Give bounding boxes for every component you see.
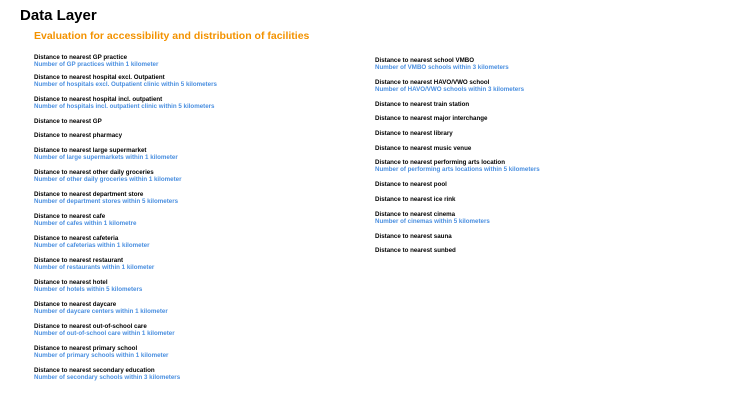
indicator-item <box>375 79 524 93</box>
indicator-label: Distance to nearest HAVO/VWO school <box>375 79 490 86</box>
indicator-label: Distance to nearest GP practice <box>34 54 128 61</box>
indicator-count-link[interactable]: Number of other daily groceries within 1 kilometer <box>34 176 182 183</box>
indicator-item <box>34 118 102 125</box>
indicator-item <box>34 367 180 381</box>
indicator-item <box>375 181 447 188</box>
indicator-label: Distance to nearest secondary education <box>34 367 155 374</box>
indicator-count-link[interactable]: Number of cafes within 1 kilometre <box>34 220 137 227</box>
indicator-count-link[interactable]: Number of VMBO schools within 3 kilometers <box>375 64 509 71</box>
indicator-item <box>34 74 217 88</box>
indicator-label: Distance to nearest daycare <box>34 301 117 308</box>
indicator-item <box>375 115 487 122</box>
indicator-count-link[interactable]: Number of restaurants within 1 kilometer <box>34 264 155 271</box>
indicator-label: Distance to nearest hospital excl. Outpatient <box>34 74 165 81</box>
indicator-count-link[interactable]: Number of HAVO/VWO schools within 3 kilometers <box>375 86 525 93</box>
indicator-label: Distance to nearest music venue <box>375 145 472 152</box>
indicator-label: Distance to nearest school VMBO <box>375 57 475 64</box>
indicator-count-link[interactable]: Number of hospitals excl. Outpatient clinic within 5 kilometers <box>34 81 217 88</box>
indicator-item <box>34 169 182 183</box>
indicator-label: Distance to nearest cafe <box>34 213 106 220</box>
indicator-item <box>34 257 154 271</box>
indicator-count-link[interactable]: Number of out-of-school care within 1 kilometer <box>34 330 175 337</box>
indicator-item <box>375 145 471 152</box>
indicator-label: Distance to nearest major interchange <box>375 115 488 122</box>
indicator-label: Distance to nearest cinema <box>375 211 456 218</box>
indicator-label: Distance to nearest performing arts location <box>375 159 505 166</box>
indicator-item <box>34 301 168 315</box>
indicator-label: Distance to nearest library <box>375 130 453 137</box>
indicator-item <box>375 57 509 71</box>
indicator-item <box>34 132 122 139</box>
indicator-item <box>34 279 142 293</box>
indicator-item <box>375 196 455 203</box>
indicator-count-link[interactable]: Number of primary schools within 1 kilometer <box>34 352 169 359</box>
indicator-item <box>34 96 215 110</box>
indicator-count-link[interactable]: Number of daycare centers within 1 kilometer <box>34 308 168 315</box>
indicator-label: Distance to nearest ice rink <box>375 196 456 203</box>
indicator-label: Distance to nearest sauna <box>375 233 452 240</box>
indicator-item <box>34 147 178 161</box>
indicator-label: Distance to nearest out-of-school care <box>34 323 147 330</box>
indicator-item <box>34 213 136 227</box>
indicator-label: Distance to nearest train station <box>375 101 470 108</box>
indicator-count-link[interactable]: Number of large supermarkets within 1 kilometer <box>34 154 178 161</box>
indicator-count-link[interactable]: Number of hotels within 5 kilometers <box>34 286 143 293</box>
page-subtitle: Evaluation for accessibility and distribution of facilities <box>34 30 310 42</box>
indicator-label: Distance to nearest cafeteria <box>34 235 119 242</box>
indicator-count-link[interactable]: Number of cinemas within 5 kilometers <box>375 218 490 225</box>
indicator-label: Distance to nearest pool <box>375 181 447 188</box>
indicator-label: Distance to nearest GP <box>34 118 102 125</box>
indicator-item <box>375 247 456 254</box>
indicator-count-link[interactable]: Number of cafeterias within 1 kilometer <box>34 242 150 249</box>
indicator-item <box>375 101 469 108</box>
indicator-item <box>375 211 490 225</box>
indicator-item <box>375 130 453 137</box>
indicator-label: Distance to nearest pharmacy <box>34 132 123 139</box>
indicator-count-link[interactable]: Number of secondary schools within 3 kilometers <box>34 374 181 381</box>
indicator-label: Distance to nearest hotel <box>34 279 108 286</box>
indicator-label: Distance to nearest large supermarket <box>34 147 147 154</box>
indicator-item <box>34 323 175 337</box>
indicator-label: Distance to nearest department store <box>34 191 144 198</box>
indicator-count-link[interactable]: Number of department stores within 5 kilometers <box>34 198 179 205</box>
indicator-item <box>34 191 178 205</box>
indicator-count-link[interactable]: Number of performing arts locations within 5 kilometers <box>375 166 540 173</box>
indicator-label: Distance to nearest other daily groceries <box>34 169 154 176</box>
indicator-item <box>375 159 540 173</box>
indicator-item <box>34 345 168 359</box>
indicator-label: Distance to nearest hospital incl. outpatient <box>34 96 163 103</box>
indicator-item <box>34 235 150 249</box>
indicator-item <box>34 54 158 68</box>
indicator-item <box>375 233 452 240</box>
indicator-label: Distance to nearest primary school <box>34 345 138 352</box>
indicator-label: Distance to nearest sunbed <box>375 247 456 254</box>
indicator-label: Distance to nearest restaurant <box>34 257 124 264</box>
indicator-count-link[interactable]: Number of GP practices within 1 kilometer <box>34 61 159 68</box>
indicator-count-link[interactable]: Number of hospitals incl. outpatient clinic within 5 kilometers <box>34 103 215 110</box>
page-title: Data Layer <box>20 7 97 24</box>
